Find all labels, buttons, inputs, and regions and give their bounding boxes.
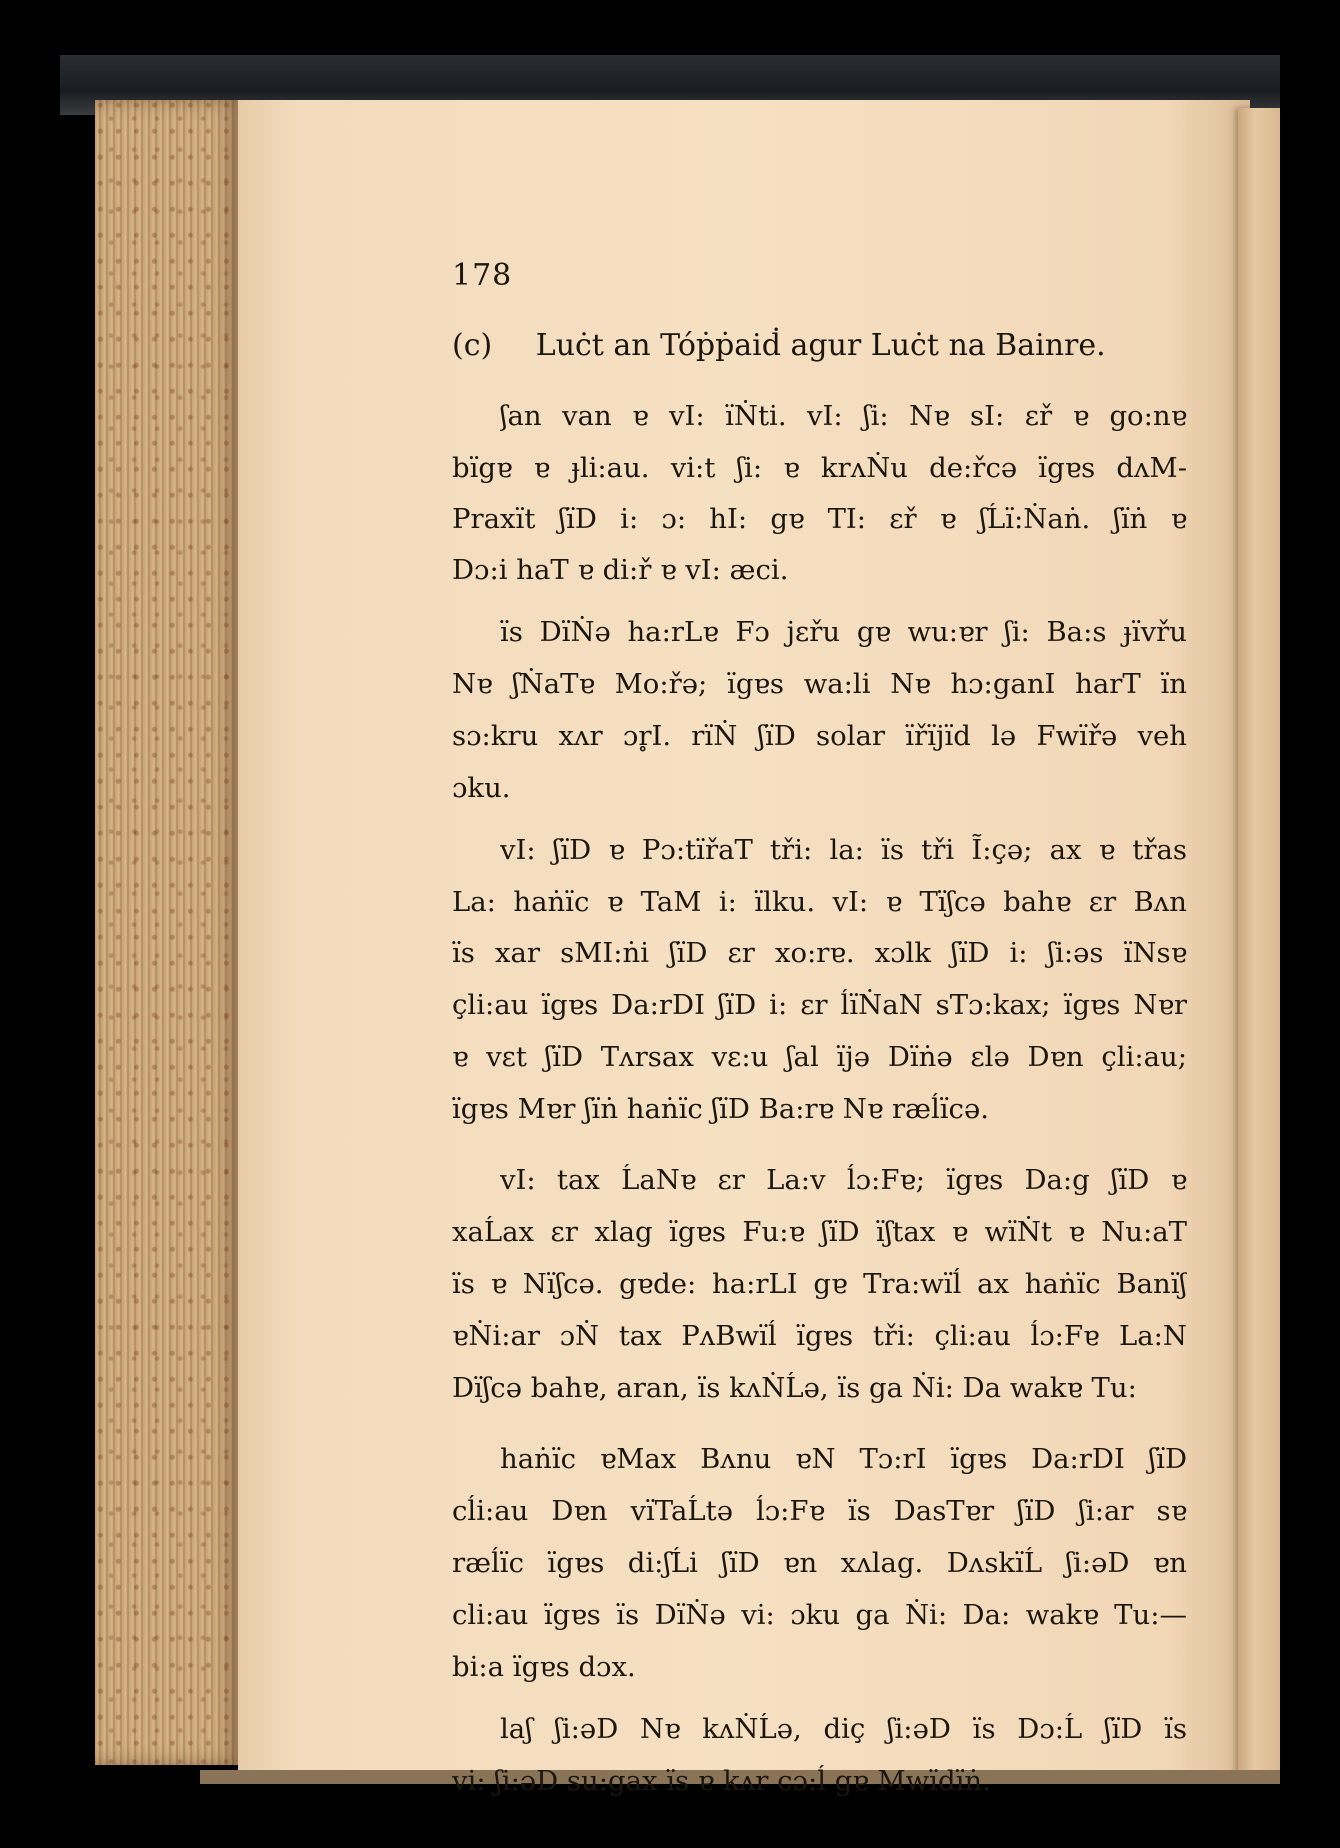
section-heading [452, 328, 1106, 363]
text-line: Praxït ʃïD i: ɔ: hI: gɐ TI: ɛř ɐ ʃĹï:Ṅaṅ. ʃïṅ ɐ [452, 503, 1187, 535]
text-line: ïgɐs Mɐr ʃïṅ haṅïc ʃïD Ba:rɐ Nɐ ræĺïcə. [452, 1093, 989, 1125]
text-line: Dɔ:i haT ɐ di:ř ɐ vI: æci. [452, 554, 789, 586]
text-line: La: haṅïc ɐ TaM i: ïlku. vI: ɐ Tïʃcə bahɐ ɛr Bʌn [452, 886, 1187, 918]
text-line: laʃ ʃi:əD Nɐ kʌṄĹə, diç ʃi:əD ïs Dɔ:Ĺ ʃïD ïs [500, 1713, 1187, 1745]
text-line: ïs DïṄə ha:rLɐ Fɔ jɛřu gɐ wu:ɐr ʃi: Ba:s ɟïvřu [500, 616, 1187, 648]
text-line: ɐ vɛt ʃïD Tʌrsax vɛ:u ʃal ïjə Dïṅə ɛlə Dɐn çli:au; [452, 1041, 1187, 1073]
text-line: xaĹax ɛr xlag ïgɐs Fu:ɐ ʃïD ïʃtax ɐ wïṄt ɐ Nu:aT [452, 1216, 1187, 1248]
text-line: vI: tax ĹaNɐ ɛr La:v ĺɔ:Fɐ; ïgɐs Da:g ʃïD ɐ [500, 1164, 1187, 1196]
section-label: (c) [452, 328, 493, 363]
text-line: çli:au ïgɐs Da:rDI ʃïD i: ɛr ĺïṄaN sTɔ:kax; ïgɐs Nɐr [452, 989, 1187, 1021]
text-line: ʃan van ɐ vI: ïṄti. vI: ʃi: Nɐ sI: ɛř ɐ go:nɐ [500, 400, 1187, 432]
text-line: cĺi:au Dɐn vïTaĹtə ĺɔ:Fɐ ïs DasTɐr ʃïD ʃi:ar sɐ [452, 1495, 1187, 1527]
text-line: ïs xar sMI:ṅi ʃïD ɛr xo:rɐ. xɔlk ʃïD i: ʃi:əs ïNsɐ [452, 937, 1187, 969]
text-line: bïgɐ ɐ ɟli:au. vi:t ʃi: ɐ krʌṄu de:řcə ïgɐs dʌM- [452, 452, 1187, 484]
text-line: haṅïc ɐMax Bʌnu ɐN Tɔ:rI ïgɐs Da:rDI ʃïD [500, 1443, 1187, 1475]
text-line: ræĺïc ïgɐs di:ʃĹi ʃïD ɐn xʌlag. DʌskïĹ ʃi:əD ɐn [452, 1547, 1187, 1579]
text-line: Nɐ ʃṄaTɐ Mo:řə; ïgɐs wa:li Nɐ hɔ:ganI harT ïn [452, 668, 1187, 700]
page-number: 178 [452, 258, 513, 293]
text-line: ɔku. [452, 772, 511, 804]
text-line: sɔ:kru xʌr ɔr̥I. rïṄ ʃïD solar ïřïjïd lə Fwïřə veh [452, 720, 1187, 752]
text-line: vI: ʃïD ɐ Pɔ:tïřaT tři: la: ïs tři Ĩ:çə; ax ɐ třas [500, 834, 1187, 866]
text-line: vi: ʃi:əD su:gax ïs ɐ kʌr cɔ:ĺ gɐ Mwïdïṅ. [452, 1765, 991, 1797]
text-line: bi:a ïgɐs dɔx. [452, 1651, 636, 1683]
text-line: ïs ɐ Nïʃcə. gɐde: ha:rLI gɐ Tra:wïĺ ax haṅïc Banïʃ [452, 1268, 1187, 1300]
text-line: ɐṄi:ar ɔṄ tax PʌBwïĺ ïgɐs tři: çli:au ĺɔ:Fɐ La:N [452, 1320, 1187, 1352]
text-line: cli:au ïgɐs ïs DïṄə vi: ɔku ga Ṅi: Da: wakɐ Tu:— [452, 1599, 1187, 1631]
section-title: Luċt an Tóṗṗaiḋ agur Luċt na Bainre. [535, 328, 1106, 363]
text-line: Dïʃcə bahɐ, aran, ïs kʌṄĹə, ïs ga Ṅi: Da wakɐ Tu: [452, 1372, 1137, 1404]
